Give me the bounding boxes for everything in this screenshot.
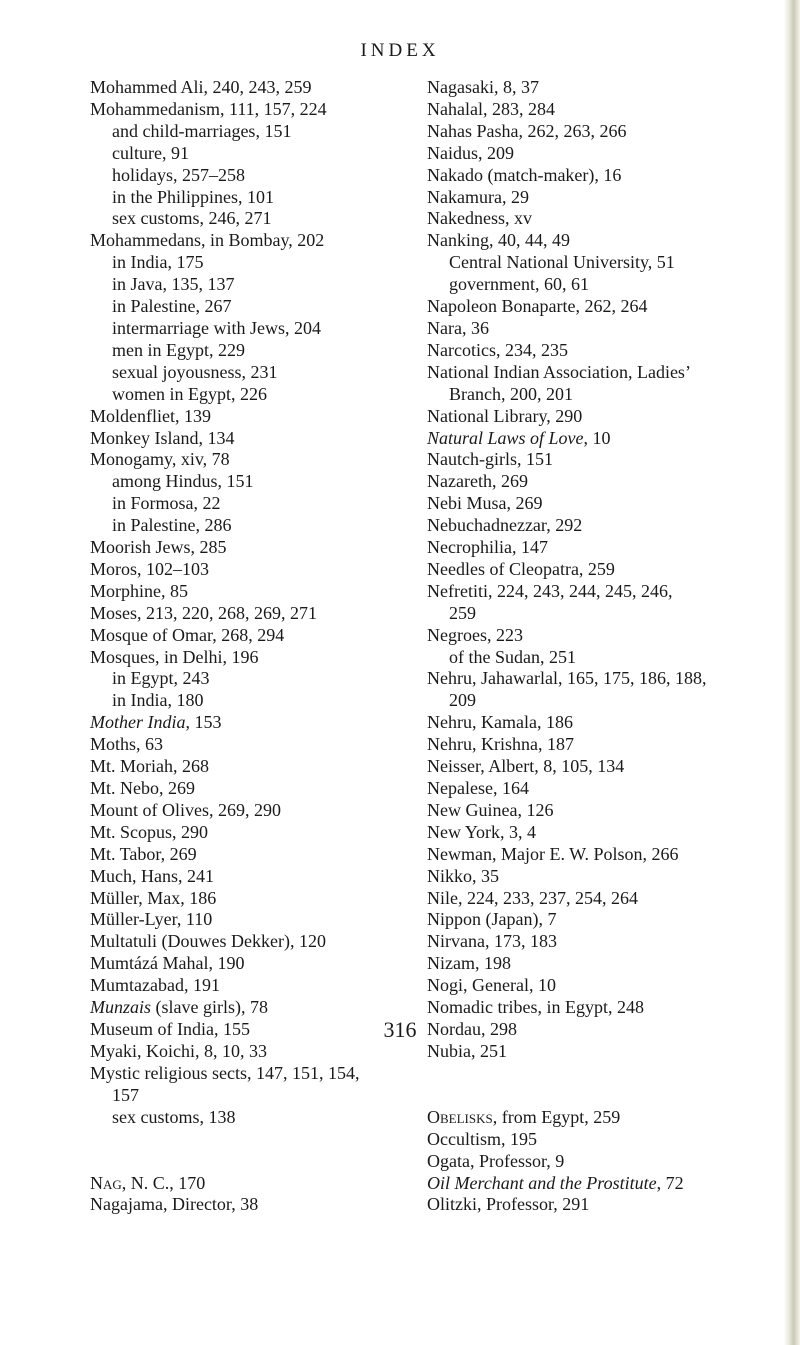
index-entry: Necrophilia, 147 — [427, 537, 548, 558]
index-subentry: in the Philippines, 101 — [112, 186, 274, 207]
index-entry: Nazareth, 269 — [427, 471, 528, 492]
index-entry: Napoleon Bonaparte, 262, 264 — [427, 296, 648, 317]
index-entry: Occultism, 195 — [427, 1128, 537, 1149]
index-subentry: in Egypt, 243 — [112, 668, 210, 689]
index-entry: Mosques, in Delhi, 196 — [90, 646, 259, 667]
index-entry: National Library, 290 — [427, 405, 583, 426]
index-entry: Multatuli (Douwes Dekker), 120 — [90, 931, 326, 952]
index-entry: Moorish Jews, 285 — [90, 537, 227, 558]
index-subentry: women in Egypt, 226 — [112, 383, 267, 404]
index-entry: Mohammedanism, 111, 157, 224 — [90, 98, 327, 119]
index-entry: Mumtazabad, 191 — [90, 975, 220, 996]
section-gap — [90, 1129, 420, 1173]
index-entry: Mt. Nebo, 269 — [90, 778, 195, 798]
index-entry: Nepalese, 164 — [427, 778, 529, 798]
index-entry: Nubia, 251 — [427, 1040, 507, 1061]
index-entry: Mystic religious sects, 147, 151, 154, — [90, 1062, 360, 1083]
index-subentry: of the Sudan, 251 — [449, 646, 576, 667]
index-entry: Nagajama, Director, 38 — [90, 1194, 259, 1215]
index-entry: Natural Laws of Love, 10 — [427, 427, 611, 448]
index-entry: Munzais (slave girls), 78 — [90, 997, 268, 1018]
index-entry: Negroes, 223 — [427, 624, 523, 645]
index-entry: Moses, 213, 220, 268, 269, 271 — [90, 602, 318, 623]
index-entry: Ogata, Professor, 9 — [427, 1150, 565, 1171]
index-subentry: sex customs, 246, 271 — [112, 208, 272, 229]
index-entry: Nautch-girls, 151 — [427, 449, 553, 470]
index-entry: Nagasaki, 8, 37 — [427, 77, 539, 97]
index-subentry: holidays, 257–258 — [112, 164, 245, 185]
index-subentry: Branch, 200, 201 — [449, 383, 573, 404]
page-number: 316 — [383, 1017, 417, 1042]
index-entry: Mohammedans, in Bombay, 202 — [90, 230, 325, 251]
index-subentry: intermarriage with Jews, 204 — [112, 317, 321, 338]
index-subentry: in Palestine, 267 — [112, 296, 232, 317]
index-entry: Nordau, 298 — [427, 1018, 517, 1039]
index-subentry: and child-marriages, 151 — [112, 120, 292, 141]
index-subentry: men in Egypt, 229 — [112, 339, 245, 360]
index-entry: Nefretiti, 224, 243, 244, 245, 246, — [427, 580, 673, 601]
index-subentry: Central National University, 51 — [449, 252, 675, 273]
index-subentry: in India, 180 — [112, 690, 204, 711]
index-entry: New York, 3, 4 — [427, 821, 537, 842]
index-entry: Naidus, 209 — [427, 142, 514, 163]
index-subentry: government, 60, 61 — [449, 274, 589, 295]
index-entry: Newman, Major E. W. Polson, 266 — [427, 843, 679, 864]
index-entry: Nomadic tribes, in Egypt, 248 — [427, 997, 644, 1018]
index-entry: Nehru, Kamala, 186 — [427, 712, 573, 733]
index-subentry: 209 — [449, 690, 476, 711]
italic-title: Mother India — [90, 712, 186, 733]
index-entry: Nakamura, 29 — [427, 186, 529, 207]
index-entry: Nebuchadnezzar, 292 — [427, 515, 583, 536]
index-entry: Morphine, 85 — [90, 580, 188, 601]
index-column-left — [90, 77, 420, 1216]
italic-title: Oil Merchant and the Prostitute — [427, 1172, 657, 1193]
index-entry: Nehru, Krishna, 187 — [427, 734, 574, 755]
index-entry: Mt. Tabor, 269 — [90, 843, 197, 864]
index-subentry: in Palestine, 286 — [112, 515, 232, 536]
index-entry: Müller-Lyer, 110 — [90, 909, 213, 930]
section-initial-entry: Obelisks — [427, 1106, 493, 1127]
section-gap — [427, 1063, 772, 1107]
index-subentry: in Formosa, 22 — [112, 493, 221, 514]
index-entry: Museum of India, 155 — [90, 1018, 250, 1039]
index-subentry: among Hindus, 151 — [112, 471, 254, 492]
index-entry: National Indian Association, Ladies’ — [427, 361, 691, 382]
index-entry: Nippon (Japan), 7 — [427, 909, 557, 930]
index-entry: Nanking, 40, 44, 49 — [427, 230, 570, 251]
page-edge-shadow — [784, 0, 800, 1345]
italic-title: Natural Laws of Love — [427, 427, 584, 448]
italic-title: Munzais — [90, 997, 152, 1018]
index-entry: Myaki, Koichi, 8, 10, 33 — [90, 1040, 267, 1061]
index-subentry: in Java, 135, 137 — [112, 274, 235, 295]
index-entry: Nara, 36 — [427, 317, 489, 338]
index-entry: Obelisks, from Egypt, 259 — [427, 1106, 621, 1127]
index-entry: Nebi Musa, 269 — [427, 493, 543, 514]
index-entry: Monogamy, xiv, 78 — [90, 449, 230, 470]
index-entry: Moros, 102–103 — [90, 558, 210, 579]
index-entry: Mumtázá Mahal, 190 — [90, 953, 245, 974]
index-entry: Mohammed Ali, 240, 243, 259 — [90, 77, 312, 97]
index-entry: Olitzki, Professor, 291 — [427, 1194, 590, 1215]
index-entry: Oil Merchant and the Prostitute, 72 — [427, 1172, 684, 1193]
index-entry: New Guinea, 126 — [427, 799, 554, 820]
index-entry: Nag, N. C., 170 — [90, 1172, 206, 1193]
index-subentry: sexual joyousness, 231 — [112, 361, 278, 382]
index-entry: Neisser, Albert, 8, 105, 134 — [427, 756, 625, 777]
index-entry: Needles of Cleopatra, 259 — [427, 558, 615, 579]
index-entry: Narcotics, 234, 235 — [427, 339, 568, 360]
index-entry: Nile, 224, 233, 237, 254, 264 — [427, 887, 638, 908]
index-entry: Nirvana, 173, 183 — [427, 931, 557, 952]
index-subentry: 157 — [112, 1084, 139, 1105]
index-subentry: sex customs, 138 — [112, 1106, 236, 1127]
index-entry: Nogi, General, 10 — [427, 975, 556, 996]
index-column-right — [427, 77, 772, 1216]
index-subentry: 259 — [449, 602, 476, 623]
index-entry: Nahalal, 283, 284 — [427, 98, 555, 119]
index-entry: Mt. Scopus, 290 — [90, 821, 209, 842]
index-entry: Nizam, 198 — [427, 953, 511, 974]
index-entry: Nakado (match-maker), 16 — [427, 164, 622, 185]
index-entry: Moldenfliet, 139 — [90, 405, 211, 426]
index-entry: Mother India, 153 — [90, 712, 222, 733]
index-entry: Nahas Pasha, 262, 263, 266 — [427, 120, 627, 141]
index-entry: Mt. Moriah, 268 — [90, 756, 209, 777]
index-subentry: culture, 91 — [112, 142, 189, 163]
section-initial-entry: Nag — [90, 1172, 122, 1193]
index-entry: Nikko, 35 — [427, 865, 499, 886]
index-entry: Moths, 63 — [90, 734, 164, 755]
index-entry: Nakedness, xv — [427, 208, 532, 229]
page-header: INDEX — [360, 40, 440, 61]
index-entry: Mount of Olives, 269, 290 — [90, 799, 281, 820]
index-subentry: in India, 175 — [112, 252, 204, 273]
index-entry: Much, Hans, 241 — [90, 865, 214, 886]
index-entry: Nehru, Jahawarlal, 165, 175, 186, 188, — [427, 668, 707, 689]
index-entry: Monkey Island, 134 — [90, 427, 235, 448]
index-entry: Müller, Max, 186 — [90, 887, 217, 908]
index-entry: Mosque of Omar, 268, 294 — [90, 624, 285, 645]
